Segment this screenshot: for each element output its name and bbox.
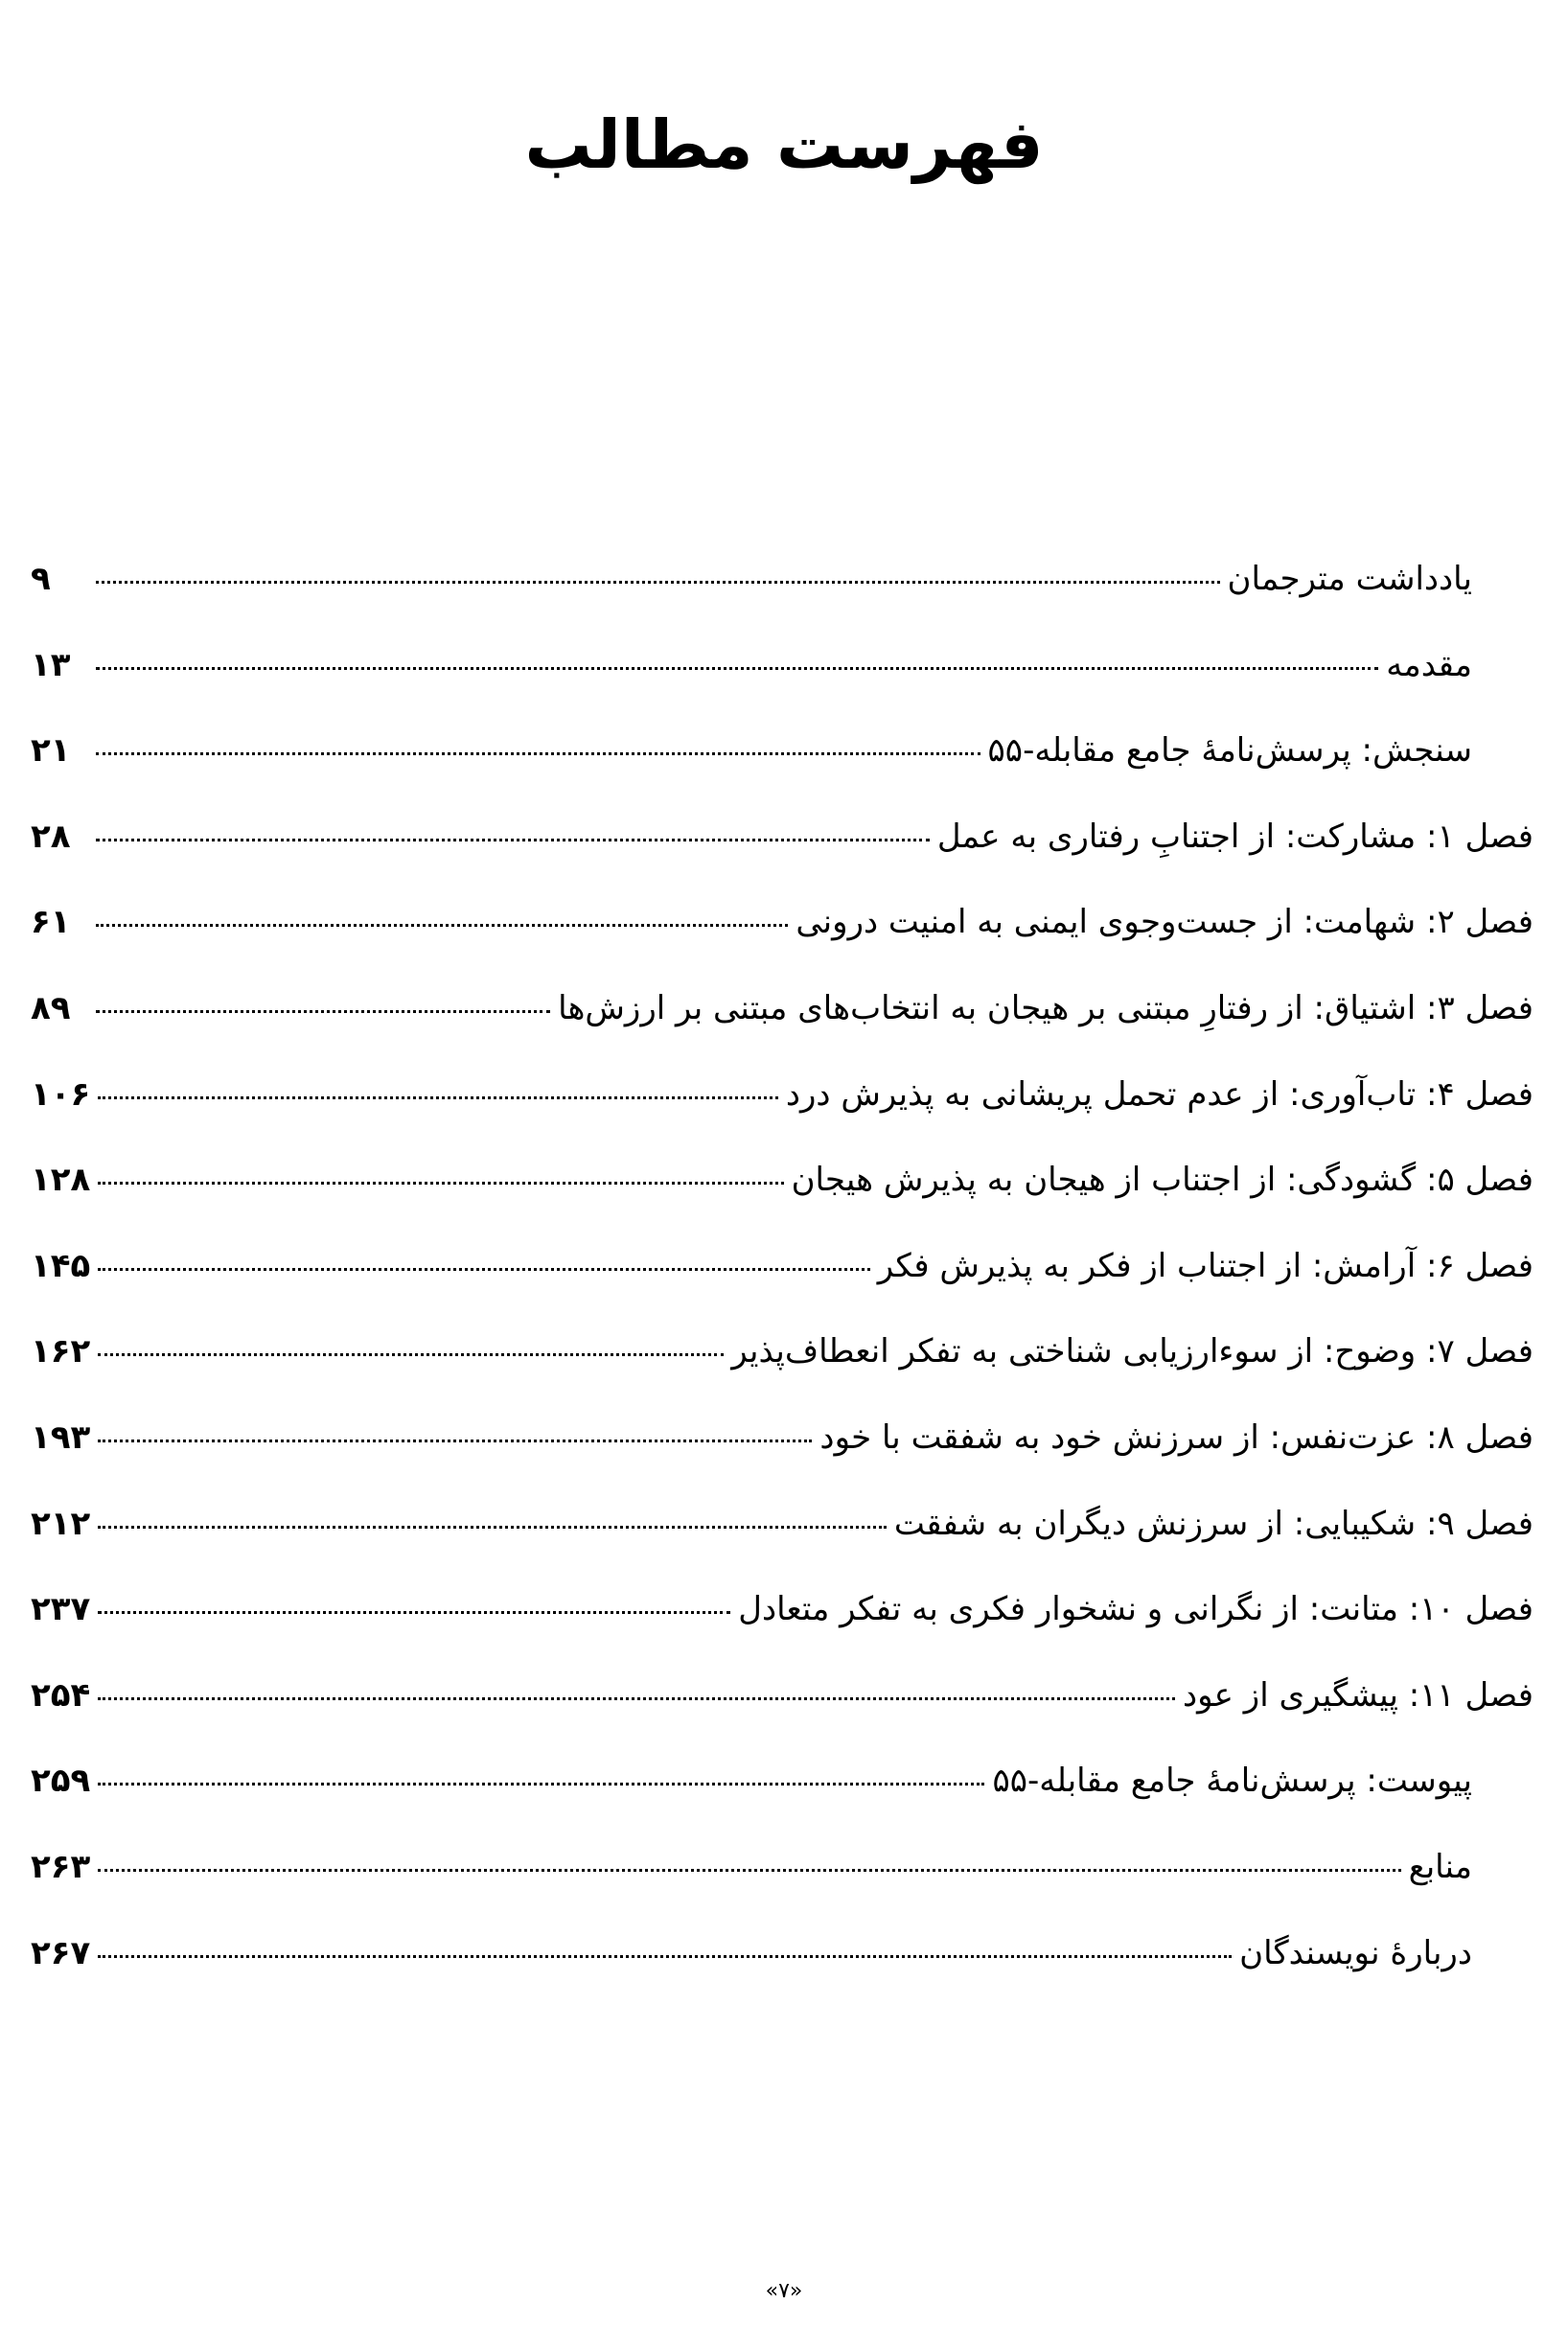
toc-entry[interactable] [31, 1567, 1533, 1653]
toc-entry-page: ۲۵۹ [31, 1762, 91, 1801]
toc-entry[interactable] [31, 1653, 1533, 1739]
dot-leader [96, 839, 930, 841]
toc-entry-page: ۱۴۵ [31, 1246, 91, 1285]
toc-entry-page: ۲۸ [31, 817, 71, 856]
dot-leader [98, 1869, 1400, 1872]
toc-entry[interactable] [31, 1309, 1533, 1395]
toc-entry-label: فصل ۸: عزت‌نفس: از سرزنش خود به شفقت با خود [819, 1417, 1533, 1457]
dot-leader [98, 1526, 887, 1529]
toc-entry[interactable] [31, 1052, 1533, 1139]
toc-entry-label: فصل ۶: آرامش: از اجتناب از فکر به پذیرش فکر [877, 1246, 1533, 1285]
toc-entry-page: ۲۶۷ [31, 1933, 91, 1972]
toc-entry[interactable] [31, 1911, 1533, 1997]
toc-entry-page: ۲۳۷ [31, 1590, 91, 1629]
dot-leader [96, 752, 980, 755]
toc-entry-label: مقدمه [1386, 645, 1472, 684]
dot-leader [96, 667, 1378, 670]
toc-entry-label: فصل ۳: اشتیاق: از رفتارِ مبتنی بر هیجان به انتخاب‌های مبتنی بر ارزش‌ها [558, 988, 1533, 1027]
toc-entry[interactable] [31, 623, 1533, 709]
dot-leader [96, 1010, 550, 1013]
toc-entry-page: ۲۶۳ [31, 1847, 91, 1886]
toc-entry[interactable] [31, 1739, 1533, 1825]
dot-leader [96, 581, 1220, 584]
toc-entry[interactable] [31, 537, 1533, 623]
toc-entry-label: دربارهٔ نویسندگان [1239, 1933, 1472, 1972]
toc-entry-label: فصل ۷: وضوح: از سوءارزیابی شناختی به تفکر انعطاف‌پذیر [731, 1332, 1533, 1371]
toc-entry-label: فصل ۱: مشارکت: از اجتنابِ رفتاری به عمل [936, 817, 1533, 856]
toc-entry[interactable] [31, 1395, 1533, 1482]
toc-entry-page: ۱۶۲ [31, 1332, 91, 1371]
dot-leader [98, 1096, 778, 1099]
dot-leader [98, 1440, 812, 1442]
dot-leader [98, 1611, 730, 1614]
toc-entry[interactable] [31, 1825, 1533, 1911]
toc-entry-page: ۱۳ [31, 645, 71, 684]
toc-entry[interactable] [31, 1224, 1533, 1310]
table-of-contents [31, 537, 1533, 1996]
dot-leader [98, 1783, 984, 1786]
toc-entry-page: ۱۲۸ [31, 1161, 91, 1200]
toc-entry-page: ۲۱ [31, 731, 71, 771]
toc-entry-page: ۲۵۴ [31, 1675, 91, 1715]
toc-entry-page: ۱۹۳ [31, 1417, 91, 1457]
toc-entry-page: ۶۱ [31, 903, 71, 942]
dot-leader [98, 1955, 1232, 1958]
toc-entry-page: ۲۱۲ [31, 1504, 91, 1543]
toc-entry-page: ۹ [31, 560, 51, 598]
toc-entry[interactable] [31, 880, 1533, 966]
toc-entry-label: منابع [1408, 1847, 1472, 1886]
toc-entry[interactable] [31, 708, 1533, 795]
toc-entry[interactable] [31, 795, 1533, 881]
page-title: فهرست مطالب [524, 104, 1044, 184]
toc-entry-label: سنجش: پرسش‌نامهٔ جامع مقابله-۵۵ [987, 731, 1472, 771]
dot-leader [98, 1182, 783, 1185]
toc-entry-page: ۸۹ [31, 988, 71, 1027]
toc-entry-label: فصل ۱۰: متانت: از نگرانی و نشخوار فکری به تفکر متعادل [738, 1590, 1533, 1629]
toc-entry-page: ۱۰۶ [31, 1074, 91, 1114]
toc-entry[interactable] [31, 1138, 1533, 1224]
dot-leader [98, 1353, 724, 1356]
dot-leader [98, 1697, 1175, 1700]
toc-entry[interactable] [31, 966, 1533, 1052]
toc-entry-label: یادداشت مترجمان [1227, 560, 1472, 598]
dot-leader [98, 1268, 870, 1271]
page-number: «۷» [765, 2279, 803, 2303]
toc-entry-label: فصل ۱۱: پیشگیری از عود [1182, 1675, 1533, 1715]
toc-entry-label: فصل ۹: شکیبایی: از سرزنش دیگران به شفقت [893, 1504, 1533, 1543]
toc-entry-label: فصل ۲: شهامت: از جست‌وجوی ایمنی به امنیت درونی [796, 903, 1533, 942]
toc-entry-label: فصل ۴: تاب‌آوری: از عدم تحمل پریشانی به پذیرش درد [785, 1074, 1533, 1114]
dot-leader [96, 924, 788, 927]
toc-entry-label: فصل ۵: گشودگی: از اجتناب از هیجان به پذیرش هیجان [791, 1161, 1533, 1200]
toc-entry-label: پیوست: پرسش‌نامهٔ جامع مقابله-۵۵ [992, 1762, 1472, 1801]
toc-entry[interactable] [31, 1482, 1533, 1568]
